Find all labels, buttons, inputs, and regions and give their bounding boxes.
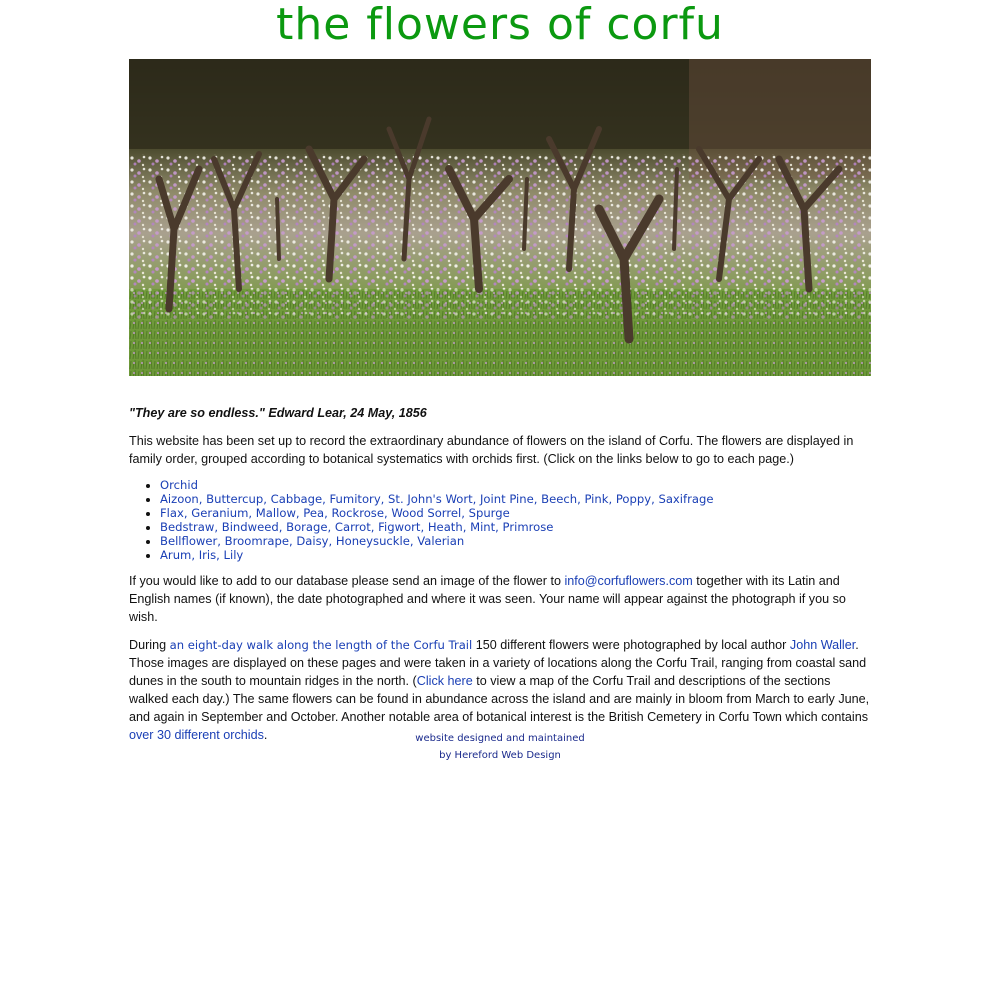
list-item xyxy=(160,492,871,506)
page-link-bedstraw-primrose[interactable]: Bedstraw, Bindweed, Borage, Carrot, Figwort, Heath, Mint, Primrose xyxy=(160,520,554,534)
intro-paragraph: This website has been set up to record the extraordinary abundance of flowers on the island of Corfu. The flowers are displayed in family order, grouped according to botanical systematics with orchids first. (Click on the links below to go to each page.) xyxy=(129,434,854,466)
corfu-trail-walk-link[interactable]: an eight-day walk along the length of the Corfu Trail xyxy=(169,638,473,652)
hero-photo xyxy=(129,59,871,376)
contribute-text: together with its Latin and English names (if known), the date photographed and where it was seen. Your name will appear against the photograph if you so wish. xyxy=(129,574,846,624)
list-item xyxy=(160,478,871,492)
page-link-aizoon-saxifrage[interactable]: Aizoon, Buttercup, Cabbage, Fumitory, St. John's Wort, Joint Pine, Beech, Pink, Poppy, Saxifrage xyxy=(160,492,714,506)
page-link-flax-spurge[interactable]: Flax, Geranium, Mallow, Pea, Rockrose, Wood Sorrel, Spurge xyxy=(160,506,510,520)
designer-credit-link[interactable] xyxy=(0,730,1000,764)
page-link-bellflower-valerian[interactable]: Bellflower, Broomrape, Daisy, Honeysuckle, Valerian xyxy=(160,534,465,548)
email-link[interactable]: info@corfuflowers.com xyxy=(564,574,693,588)
page-link-arum-lily[interactable]: Arum, Iris, Lily xyxy=(160,548,244,562)
walk-text: to view a map of the Corfu Trail and descriptions of the sections walked each day.) The same flowers can be found in abundance across the island and are mainly in bloom from March to early June, and again in September and October. Another notable area of botanical interest is the British Cemetery in Corfu Town which contains xyxy=(129,674,870,724)
contribute-text: If you would like to add to our database please send an image of the flower to xyxy=(129,574,565,588)
site-title: the flowers of corfu xyxy=(276,0,724,50)
list-item xyxy=(160,520,871,534)
list-item xyxy=(160,534,871,548)
contribute-paragraph xyxy=(129,572,871,626)
walk-text: During xyxy=(129,638,170,652)
orchids-link[interactable]: over 30 different orchids xyxy=(129,728,264,742)
main-content xyxy=(129,404,871,754)
corfu-trail-paragraph xyxy=(129,636,871,744)
john-waller-link[interactable]: John Waller xyxy=(789,638,856,652)
footer-line-1: website designed and maintained xyxy=(415,733,585,744)
walk-text: 150 different flowers were photographed by local author xyxy=(472,638,790,652)
click-here-link[interactable]: Click here xyxy=(416,674,473,688)
site-footer xyxy=(0,730,1000,764)
walk-text: . Those images are displayed on these pages and were taken in a variety of locations along the Corfu Trail, ranging from coastal sand dunes in the south to mountain ridges in the north. ( xyxy=(129,638,867,688)
footer-line-2: by Hereford Web Design xyxy=(439,750,561,761)
list-item xyxy=(160,506,871,520)
edward-lear-quote: "They are so endless." Edward Lear, 24 May, 1856 xyxy=(129,406,427,420)
page-link-orchid[interactable]: Orchid xyxy=(160,478,198,492)
walk-text: . xyxy=(263,728,268,742)
flower-pages-list xyxy=(129,478,871,562)
list-item xyxy=(160,548,871,562)
